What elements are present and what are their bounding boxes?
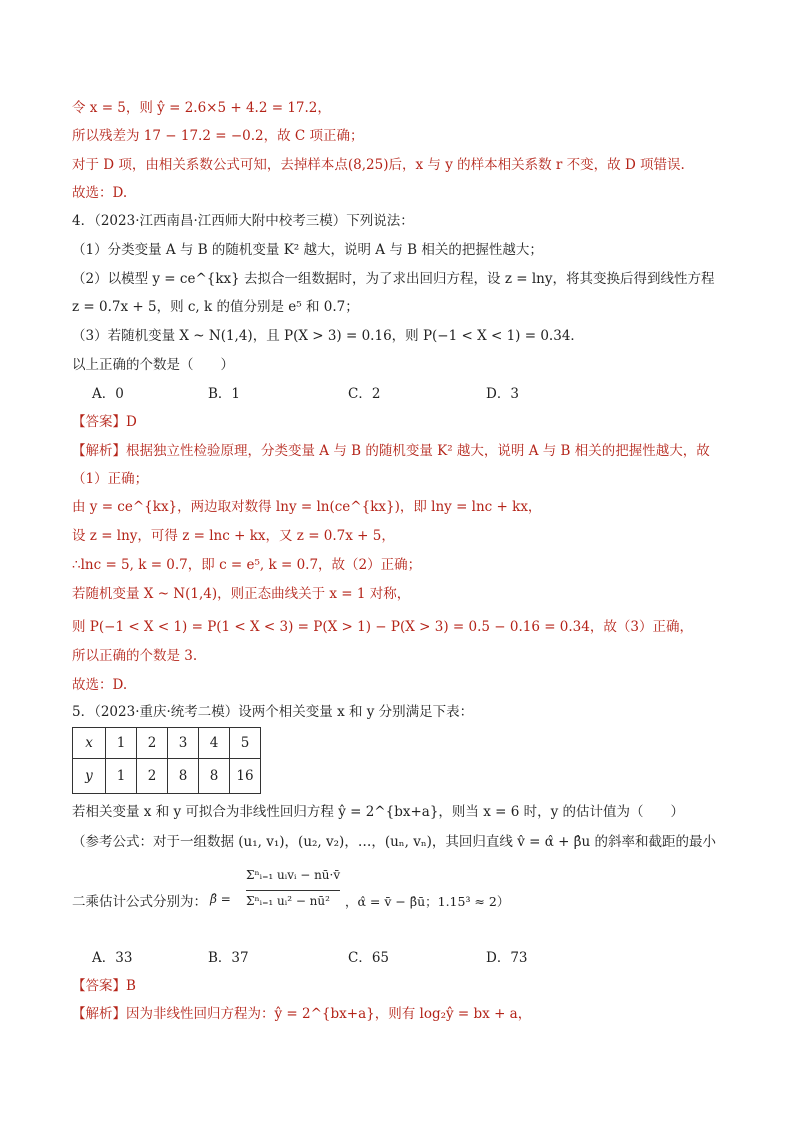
option-b: B．1 xyxy=(208,386,241,402)
question-5-reference: （参考公式：对于一组数据 (u₁, v₁)，(u₂, v₂)，…，(uₙ, vₙ)，其回归直线 v̂ = α̂ + β̂u 的斜率和截距的最小 xyxy=(72,834,717,850)
table-cell: x xyxy=(73,728,106,759)
option-b: B．37 xyxy=(208,950,249,966)
table-cell: 3 xyxy=(168,728,199,759)
beta-hat-label: β̂ = xyxy=(210,892,231,906)
table-row xyxy=(73,728,261,759)
table-cell: 8 xyxy=(199,759,230,794)
question-5-reference-2: 二乘估计公式分别为： xyxy=(72,894,207,910)
table-row xyxy=(73,759,261,794)
answer-4: 【答案】D xyxy=(72,414,137,430)
fraction-bar xyxy=(246,890,340,891)
table-cell: 4 xyxy=(199,728,230,759)
question-4-statement-1: （1）分类变量 A 与 B 的随机变量 K² 越大，说明 A 与 B 相关的把握性越大； xyxy=(72,242,543,258)
option-d: D．73 xyxy=(486,950,528,966)
table-cell: 1 xyxy=(106,759,137,794)
question-4-statement-2b: z = 0.7x + 5，则 c, k 的值分别是 e⁵ 和 0.7； xyxy=(72,299,359,315)
text-line: 所以残差为 17 − 17.2 = −0.2，故 C 项正确； xyxy=(72,128,364,144)
intercept-formula: ，α̂ = v̄ − β̂ū；1.15³ ≈ 2） xyxy=(345,894,510,909)
table-cell: y xyxy=(73,759,106,794)
explanation-line: （1）正确； xyxy=(72,471,149,487)
explanation-line: 则 P(−1 < X < 1) = P(1 < X < 3) = P(X > 1) − P(X > 3) = 0.5 − 0.16 = 0.34，故（3）正确， xyxy=(72,619,693,635)
option-c: C．2 xyxy=(348,386,381,402)
question-5-title: 5．（2023·重庆·统考二模）设两个相关变量 x 和 y 分别满足下表： xyxy=(72,704,474,720)
data-table xyxy=(72,727,261,794)
text-line: 对于 D 项，由相关系数公式可知，去掉样本点(8,25)后，x 与 y 的样本相关系数 r 不变，故 D 项错误. xyxy=(72,157,685,173)
explanation-line: 故选：D. xyxy=(72,677,128,693)
fraction-denominator: Σⁿᵢ₌₁ uᵢ² − nū² xyxy=(246,894,330,908)
explanation-line: 所以正确的个数是 3. xyxy=(72,648,198,664)
explanation-line: ∴lnc = 5, k = 0.7，即 c = e⁵, k = 0.7，故（2）正确； xyxy=(72,557,422,573)
option-d: D．3 xyxy=(486,386,519,402)
table-cell: 16 xyxy=(230,759,261,794)
fraction-numerator: Σⁿᵢ₌₁ uᵢvᵢ − nū·v̄ xyxy=(246,868,341,882)
table-cell: 8 xyxy=(168,759,199,794)
explanation-line: 【解析】根据独立性检验原理，分类变量 A 与 B 的随机变量 K² 越大，说明 A 与 B 相关的把握性越大，故 xyxy=(72,443,710,459)
explanation-line: 由 y = ce^{kx}，两边取对数得 lny = ln(ce^{kx})，即 lny = lnc + kx， xyxy=(72,499,542,515)
explanation-line: 设 z = lny，可得 z = lnc + kx，又 z = 0.7x + 5， xyxy=(72,528,395,544)
table-cell: 2 xyxy=(137,728,168,759)
option-a: A．33 xyxy=(92,950,133,966)
option-a: A．0 xyxy=(92,386,124,402)
question-5-stem: 若相关变量 x 和 y 可拟合为非线性回归方程 ŷ = 2^{bx+a}，则当 x = 6 时，y 的估计值为（ ） xyxy=(72,804,685,820)
text-line: 令 x = 5，则 ŷ = 2.6×5 + 4.2 = 17.2， xyxy=(72,100,331,116)
table-cell: 5 xyxy=(230,728,261,759)
table-cell: 2 xyxy=(137,759,168,794)
question-4-ask: 以上正确的个数是（ ） xyxy=(72,357,234,373)
question-4-title: 4．（2023·江西南昌·江西师大附中校考三模）下列说法： xyxy=(72,213,414,229)
question-4-statement-2a: （2）以模型 y = ce^{kx} 去拟合一组数据时，为了求出回归方程，设 z = lny，将其变换后得到线性方程 xyxy=(72,271,715,287)
question-4-statement-3: （3）若随机变量 X ~ N(1,4)，且 P(X > 3) = 0.16，则 P(−1 < X < 1) = 0.34． xyxy=(72,328,584,344)
text-line: 故选：D. xyxy=(72,185,128,201)
explanation-line: 【解析】因为非线性回归方程为：ŷ = 2^{bx+a}，则有 log₂ŷ = bx + a， xyxy=(72,1006,532,1022)
explanation-line: 若随机变量 X ~ N(1,4)，则正态曲线关于 x = 1 对称， xyxy=(72,586,411,602)
table-cell: 1 xyxy=(106,728,137,759)
answer-5: 【答案】B xyxy=(72,978,136,994)
fraction xyxy=(246,868,340,918)
option-c: C．65 xyxy=(348,950,390,966)
